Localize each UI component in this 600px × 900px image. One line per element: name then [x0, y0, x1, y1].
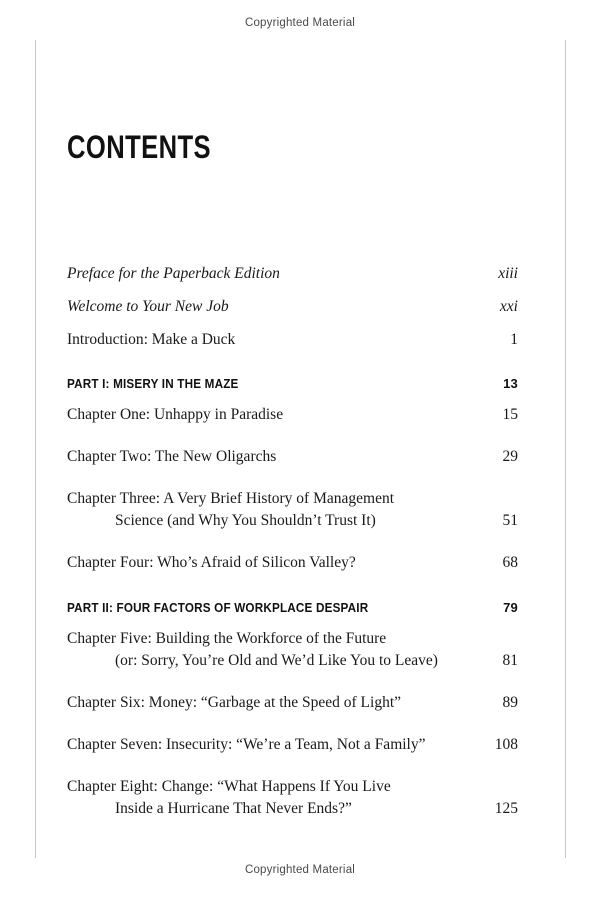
toc-entry-line: Chapter Two: The New Oligarchs: [67, 448, 277, 465]
toc-entry-page: 1: [510, 331, 518, 348]
toc-entry-label: [67, 692, 491, 714]
toc-entry-page: 68: [502, 554, 518, 571]
toc-entry-label: [67, 263, 486, 284]
toc-entry-label: [67, 374, 449, 394]
toc-entry: [67, 628, 518, 672]
toc-entry-line: Science (and Why You Shouldn’t Trust It): [115, 512, 376, 529]
toc-entry: [67, 329, 518, 350]
toc-entry-label: [67, 329, 498, 350]
toc-entry-label: [67, 488, 491, 532]
toc-entry-page: xiii: [498, 265, 518, 282]
toc-entry-page: 79: [503, 600, 518, 615]
page-title: CONTENTS: [67, 129, 211, 165]
toc-entry-page: xxi: [499, 298, 518, 315]
toc-entry: [67, 446, 518, 468]
toc-entry-label: [67, 776, 483, 820]
toc-entry-label: [67, 404, 491, 426]
toc-entry-label: [67, 446, 491, 468]
toc-entry: [67, 263, 518, 284]
toc-entry-page: 81: [502, 652, 518, 669]
toc-entry-label: [67, 296, 488, 317]
toc-entry-line: Chapter Five: Building the Workforce of the Future: [67, 630, 387, 647]
toc-entry-page: 125: [494, 800, 518, 817]
toc-entry: [67, 552, 518, 574]
toc-entry-line: Chapter Eight: Change: “What Happens If You Live: [67, 778, 391, 795]
toc-entry-line: Chapter Six: Money: “Garbage at the Speed of Light”: [67, 694, 402, 711]
toc-entry-line: Chapter Seven: Insecurity: “We’re a Team, Not a Family”: [67, 736, 426, 753]
toc-entry-line: PART I: MISERY IN THE MAZE: [67, 376, 239, 391]
toc-entry-page: 89: [502, 694, 518, 711]
toc-entry: [67, 296, 518, 317]
toc-entry-line: Introduction: Make a Duck: [67, 331, 236, 348]
toc-entry-page: 29: [502, 448, 518, 465]
page-edge-left: [35, 40, 36, 858]
toc-entry: [67, 776, 518, 820]
page-edge-right: [565, 40, 566, 858]
toc-entry: [67, 404, 518, 426]
copyright-notice-bottom: Copyrighted Material: [244, 864, 356, 876]
toc-entry-line: Chapter One: Unhappy in Paradise: [67, 406, 284, 423]
toc-entry-page: 13: [503, 376, 518, 391]
page-content: [67, 0, 518, 840]
toc-list: [67, 263, 518, 820]
toc-entry: [67, 734, 518, 756]
toc-entry-line: Inside a Hurricane That Never Ends?”: [115, 800, 352, 817]
toc-entry-line: (or: Sorry, You’re Old and We’d Like You to Leave): [115, 652, 438, 669]
toc-entry-page: 51: [502, 512, 518, 529]
toc-entry-label: [67, 598, 449, 618]
toc-entry-line: Preface for the Paperback Edition: [67, 265, 280, 282]
toc-entry-label: [67, 628, 491, 672]
toc-entry-label: [67, 734, 483, 756]
toc-entry-label: [67, 552, 491, 574]
toc-entry-line: PART II: FOUR FACTORS OF WORKPLACE DESPAIR: [67, 600, 369, 615]
toc-entry-page: 15: [502, 406, 518, 423]
copyright-notice-top: Copyrighted Material: [244, 17, 356, 29]
toc-entry: [67, 488, 518, 532]
toc-entry-line: Chapter Four: Who’s Afraid of Silicon Valley?: [67, 554, 356, 571]
toc-entry-line: Welcome to Your New Job: [67, 298, 229, 315]
toc-entry-page: 108: [494, 736, 518, 753]
toc-part-heading: [67, 598, 518, 618]
toc-entry-line: Chapter Three: A Very Brief History of Management: [67, 490, 394, 507]
toc-entry: [67, 692, 518, 714]
toc-part-heading: [67, 374, 518, 394]
